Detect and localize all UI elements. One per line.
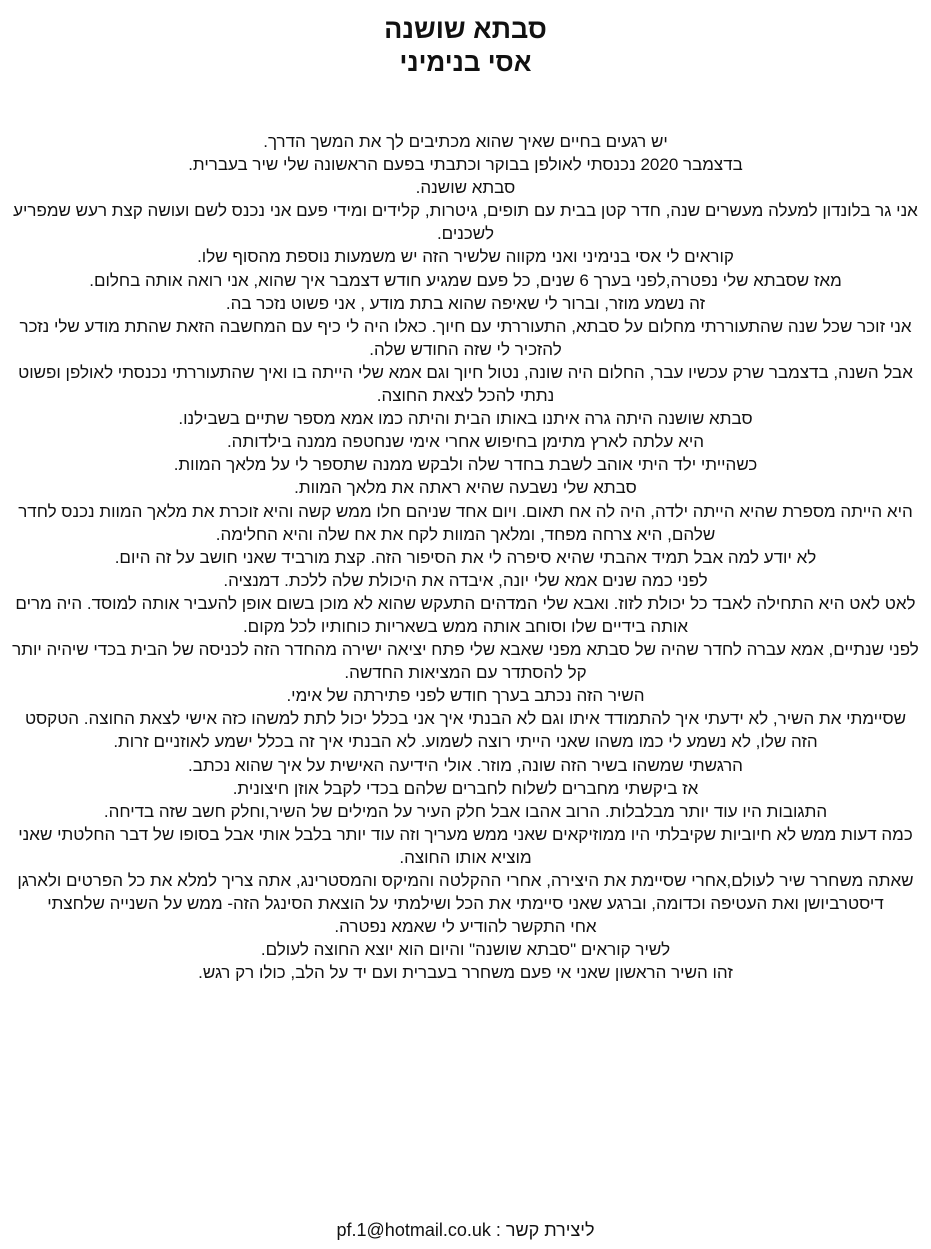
author-name: אסי בנימיני <box>399 47 532 77</box>
contact-email[interactable]: pf.1@hotmail.co.uk <box>336 1220 491 1240</box>
contact-line <box>0 1218 931 1242</box>
paragraph: לפני שנתיים, אמא עברה לחדר שהיה של סבתא מפני שאבא שלי פתח יציאה ישירה מהחדר הזה לכניסה של הבית בכדי שיהיה יותר קל להסתדר עם המציאות החדשה. <box>12 640 919 683</box>
paragraph: אז ביקשתי מחברים לשלוח לחברים שלהם בכדי לקבל אוזן חיצונית. <box>232 778 699 798</box>
paragraph: אבל השנה, בדצמבר שרק עכשיו עבר, החלום היה שונה, נטול חיוך וגם אמא שלי הייתה בו ואיך שהתעוררתי נכנסתי לאולפן ופשוט נתתי להכל לצאת החוצה. <box>18 362 913 406</box>
paragraph: אני זוכר שכל שנה שהתעוררתי מחלום על סבתא, התעוררתי עם חיוך. כאלו היה לי כיף עם המחשבה הזאת שהתת מודע שלי נזכר להזכיר לי שזה החודש שלה. <box>19 316 912 359</box>
paragraph: כשהייתי ילד היתי אוהב לשבת בחדר שלה ולבקש ממנה שתספר לי על מלאך המוות. <box>173 455 758 475</box>
paragraph: יש רגעים בחיים שאיך שהוא מכתיבים לך את המשך הדרך. <box>263 132 668 151</box>
paragraph: בדצמבר 2020 נכנסתי לאולפן בבוקר וכתבתי בפעם הראשונה שלי שיר בעברית. <box>188 155 743 175</box>
paragraph: שסיימתי את השיר, לא ידעתי איך להתמודד איתו וגם לא הבנתי איך אני בכלל יכול לתת למשהו כזה אישי לצאת החוצה. הטקסט הזה שלו, לא נשמע לי כמו משהו שאני הייתי רוצה לשמוע. לא הבנתי איך זה בכלל ישמע לאוזניים זרות. <box>24 709 907 752</box>
paragraph: הרגשתי שמשהו בשיר הזה שונה, מוזר. אולי הידיעה האישית על איך שהוא נכתב. <box>188 755 743 775</box>
story-body <box>12 130 919 984</box>
paragraph: לא יודע למה אבל תמיד אהבתי שהיא סיפרה לי את הסיפור הזה. קצת מורביד שאני חושב על זה היום. <box>114 547 817 567</box>
paragraph: מאז שסבתא שלי נפטרה,לפני בערך 6 שנים, כל פעם שמגיע חודש דצמבר איך שהוא, אני רואה אותה בחלום. <box>89 270 842 290</box>
paragraph: זהו השיר הראשון שאני אי פעם משחרר בעברית ועם יד על הלב, כולו רק רגש. <box>198 963 733 983</box>
paragraph: לפני כמה שנים אמא שלי יונה, איבדה את היכולת שלה ללכת. דמנציה. <box>223 570 708 590</box>
paragraph: היא עלתה לארץ מתימן בחיפוש אחרי אימי שנחטפה ממנה בילדותה. <box>226 432 705 452</box>
paragraph: קוראים לי אסי בנימיני ואני מקווה שלשיר הזה יש משמעות נוספת מהסוף שלו. <box>197 247 734 267</box>
paragraph: אני גר בלונדון למעלה מעשרים שנה, חדר קטן בבית עם תופים, גיטרות, קלידים ומידי פעם אני נכנס לשם ועושה קצת רעש שמפריע לשכנים. <box>13 201 918 244</box>
page-title: סבתא שושנה <box>384 14 547 44</box>
paragraph: סבתא שלי נשבעה שהיא ראתה את מלאך המוות. <box>294 478 637 498</box>
paragraph: היא הייתה מספרת שהיא הייתה ילדה, היה לה אח תאום. ויום אחד שניהם חלו ממש קשה והיא זוכרת את מלאך המוות נכנס לחדר שלהם, היא צרחה מפחד, ומלאך המוות לקח את אח שלה והיא החלימה. <box>18 501 913 544</box>
paragraph: אחי התקשר להודיע לי שאמא נפטרה. <box>334 917 597 937</box>
paragraph: כמה דעות ממש לא חיוביות שקיבלתי היו ממוזיקאים שאני ממש מעריך וזה עוד יותר בלבל אותי אבל בסופו של דבר החלטתי שאני מוציא אותו החוצה. <box>18 824 913 867</box>
paragraph: סבתא שושנה היתה גרה איתנו באותו הבית והיתה כמו אמא מספר שתיים בשבילנו. <box>178 409 753 429</box>
paragraph: זה נשמע מוזר, וברור לי שאיפה שהוא בתת מודע , אני פשוט נזכר בה. <box>225 293 706 313</box>
contact-label: ליצירת קשר : <box>495 1220 595 1240</box>
paragraph: שאתה משחרר שיר לעולם,אחרי שסיימת את היצירה, אחרי ההקלטה והמיקס והמסטרינג, אתה צריך למלא את כל הפרטים ולארגן דיסטרביושן ואת העטיפה וכדומה, וברגע שאני סיימתי את הכל ושילמתי על הוצאת הסינגל הזה- ממש על השנייה שלחצתי <box>17 871 914 914</box>
paragraph: התגובות היו עוד יותר מבלבלות. הרוב אהבו אבל חלק העיר על המילים של השיר,וחלק חשב שזה בדיחה. <box>103 801 828 821</box>
paragraph: סבתא שושנה. <box>415 178 516 198</box>
paragraph: לאט לאט היא התחילה לאבד כל יכולת לזוז. ואבא שלי המדהים התעקש שהוא לא מוכן בשום אופן להעביר אותה למוסד. היה מרים אותה בידיים שלו וסוחב אותה ממש בשאריות כוחותיו לכל מקום. <box>15 593 916 636</box>
paragraph: השיר הזה נכתב בערך חודש לפני פתירתה של אימי. <box>286 686 645 706</box>
paragraph: לשיר קוראים "סבתא שושנה" והיום הוא יוצא החוצה לעולם. <box>260 940 671 960</box>
